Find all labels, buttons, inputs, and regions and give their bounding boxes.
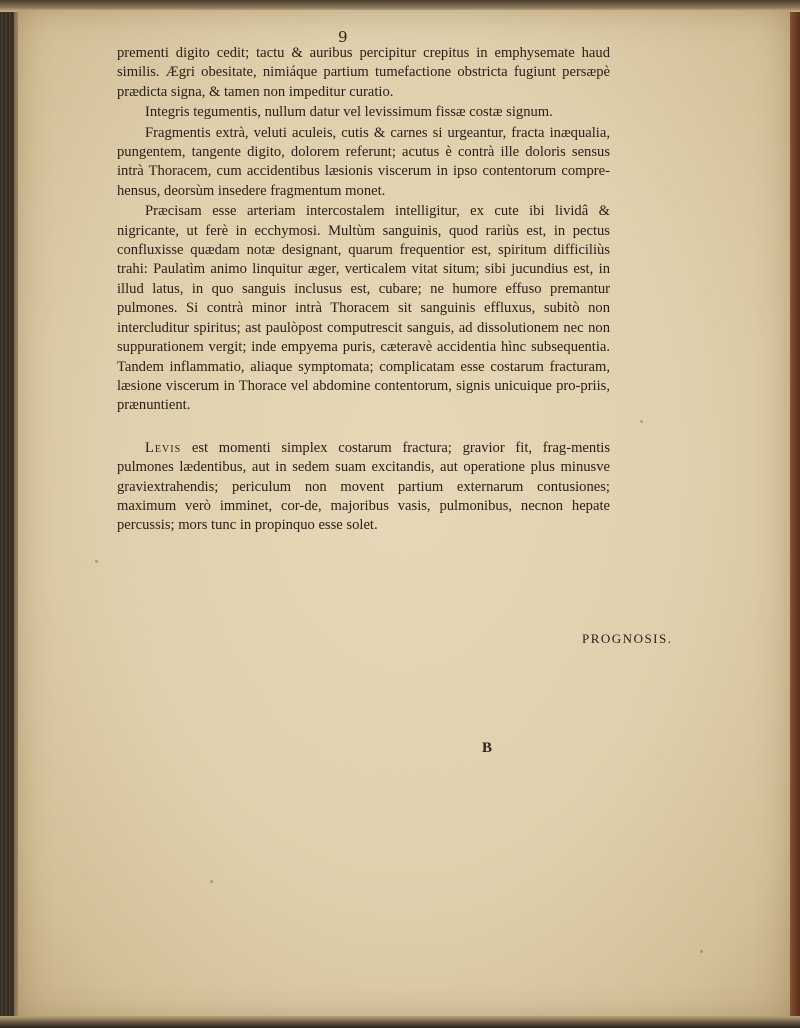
paper-speck	[95, 560, 98, 563]
paragraph-2: Integris tegumentis, nullum datur vel levissimum fissæ costæ signum.	[145, 104, 553, 121]
paragraph-gap	[117, 417, 610, 439]
paragraph-1: prementi digito cedit; tactu & auribus percipitur crepitus in emphysemate haud similis. Ægri obesitate, nimiáque partium tumefactione obstricta fugiunt persæpè prædicta signa, & tamen non impeditur curatio.	[117, 45, 610, 100]
prognosis-lead-word: Levis	[145, 439, 182, 456]
paragraph-3: Fragmentis extrà, veluti aculeis, cutis & carnes si urgeantur, fracta inæqualia, pungentem, tangente digito, dolorem referunt; acutus è contrà ille doloris sensus intrà Thoracem, cum accidentibus læsionis viscerum in ipso contentorum compre-hensus, deorsùm insedere fragmentum monet.	[117, 124, 610, 199]
book-binding	[0, 0, 14, 1028]
paper-speck	[210, 880, 213, 883]
bottom-edge	[0, 1016, 800, 1028]
prognosis-paragraph	[117, 439, 610, 536]
prognosis-text: est momenti simplex costarum fractura; gravior fit, frag-mentis pulmones lædentibus, aut in sedem suam excitandis, aut operatione plus minusve graviextrahendis; periculum non movent partium externarum contusiones; maximum verò imminet, cor-de, majoribus vasis, pulmonibus, necnon hepate percussis; mors tunc in propinquo esse solet.	[117, 439, 610, 534]
paper-speck	[640, 420, 643, 423]
marginal-note: PROGNOSIS.	[582, 631, 673, 646]
body-text	[117, 44, 610, 537]
page-number: 9	[338, 28, 348, 46]
signature-mark: B	[482, 740, 493, 756]
paper-speck	[700, 950, 703, 953]
paragraph-4: Præcisam esse arteriam intercostalem intelligitur, ex cute ibi lividâ & nigricante, ut ferè in ecchymosi. Multùm sanguinis, quod rariùs est, in pectus confluxisse quædam notæ designant, quarum frequentior est, spiritum difficiliùs trahi: Paulatìm animo linquitur æger, verticalem vitat situm; sibi jucundius est, in illud latus, in quo sanguis inclusus est, cubare; ne humore effuso premantur pulmones. Si contrà minor intrà Thoracem sit sanguinis effluxus, subitò non intercluditur spiritus; ast paulòpost computrescit sanguis, ad dissolutionem nec non suppurationem vergit; inde empyema puris, cæteravè accidentia hìnc subsequentia. Tandem inflammatio, aliaque symptomata; complicatam esse costarum fracturam, læsione viscerum in Thorace vel abdomine contentorum, signis unicuique pro-priis, prænuntient.	[117, 203, 610, 414]
